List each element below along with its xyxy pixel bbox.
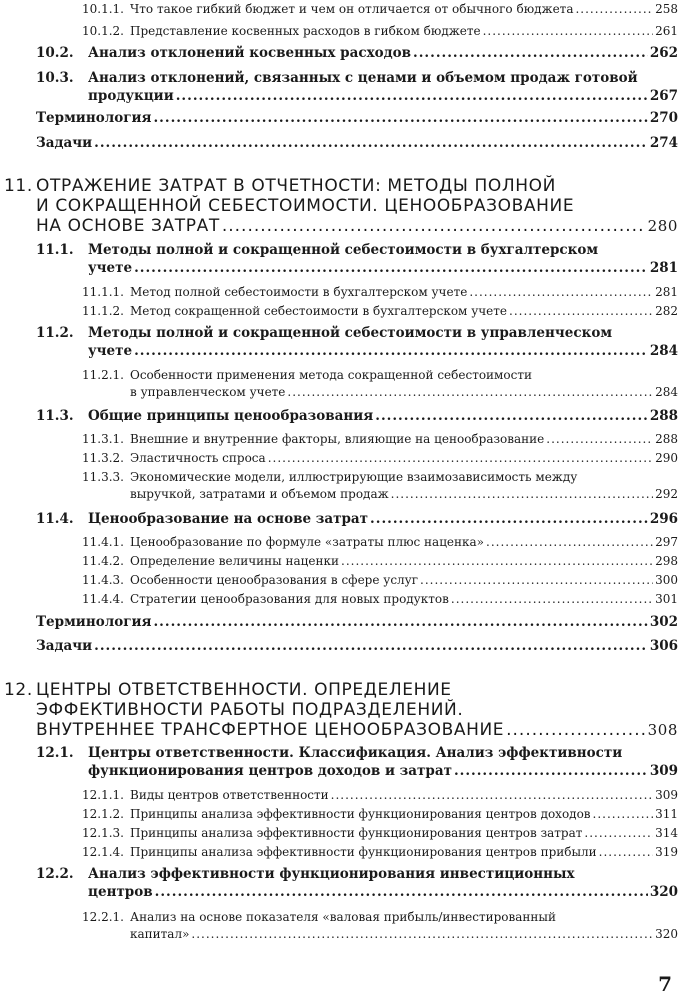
entry-page: 274: [649, 135, 678, 151]
entry-title: Принципы анализа эффективности функционирования центров доходов: [130, 807, 591, 821]
entry-number: 12.2.: [36, 866, 74, 882]
entry-page: 306: [649, 638, 678, 654]
toc-entry-12-1-2[interactable]: [0, 807, 678, 823]
entry-number: 12.1.4.: [82, 845, 124, 859]
entry-page: 311: [655, 807, 678, 821]
leader-dots: [134, 260, 648, 276]
toc-entry-11-4-4[interactable]: [0, 592, 678, 608]
page-number: 7: [658, 972, 672, 996]
entry-page: 288: [649, 408, 678, 424]
entry-page: 308: [647, 721, 678, 739]
entry-number: 11.4.4.: [82, 592, 124, 606]
entry-title: Терминология: [36, 614, 152, 630]
entry-title: Задачи: [36, 638, 93, 654]
toc-entry-10-1-2[interactable]: [0, 24, 678, 40]
entry-page: 267: [649, 88, 678, 104]
entry-title-line2: продукции: [88, 88, 174, 104]
leader-dots: [483, 24, 653, 38]
leader-dots: [153, 614, 647, 630]
leader-dots: [370, 511, 648, 527]
entry-page: 284: [649, 343, 678, 359]
leader-dots: [94, 135, 648, 151]
entry-page: 270: [649, 110, 678, 126]
entry-page: 262: [649, 45, 678, 61]
leader-dots: [268, 451, 653, 465]
entry-title: Определение величины наценки: [130, 554, 339, 568]
toc-chapter-11[interactable]: [0, 176, 678, 236]
leader-dots: [506, 720, 645, 740]
entry-page: 261: [655, 24, 678, 38]
entry-title: Принципы анализа эффективности функционирования центров затрат: [130, 826, 583, 840]
leader-dots: [222, 216, 646, 236]
entry-number: 10.1.1.: [82, 2, 124, 16]
chapter-title-line3: ВНУТРЕННЕЕ ТРАНСФЕРТНОЕ ЦЕНООБРАЗОВАНИЕ: [36, 720, 505, 740]
leader-dots: [341, 554, 653, 568]
entry-page: 320: [649, 884, 678, 900]
entry-title: Внешние и внутренние факторы, влияющие на ценообразование: [130, 432, 545, 446]
entry-page: 301: [655, 592, 678, 606]
entry-number: 12.2.1.: [82, 910, 124, 924]
toc-entry-12-1-3[interactable]: [0, 826, 678, 842]
entry-title-line2: функционирования центров доходов и затрат: [88, 763, 452, 779]
entry-number: 11.4.2.: [82, 554, 124, 568]
entry-title: Ценообразование на основе затрат: [88, 511, 369, 527]
entry-title-line1: Центры ответственности. Классификация. Анализ эффективности: [88, 745, 623, 761]
entry-title-line1: Экономические модели, иллюстрирующие взаимозависимость между: [130, 470, 578, 484]
entry-number: 11.4.: [36, 511, 74, 527]
entry-title-line2: выручкой, затратами и объемом продаж: [130, 487, 389, 501]
entry-number: 11.3.3.: [82, 470, 124, 484]
entry-title-line1: Анализ эффективности функционирования инвестиционных: [88, 866, 575, 882]
entry-title: Метод сокращенной себестоимости в бухгалтерском учете: [130, 304, 508, 318]
entry-title: Виды центров ответственности: [130, 788, 329, 802]
toc-entry-tasks-11[interactable]: [36, 638, 678, 656]
entry-title-line1: Анализ на основе показателя «валовая прибыль/инвестированный: [130, 910, 556, 924]
chapter-title-line2: И СОКРАЩЕННОЙ СЕБЕСТОИМОСТИ. ЦЕНООБРАЗОВАНИЕ: [36, 196, 575, 216]
entry-page: 314: [655, 826, 678, 840]
toc-entry-11-4-3[interactable]: [0, 573, 678, 589]
entry-title: Особенности ценообразования в сфере услуг: [130, 573, 419, 587]
leader-dots: [176, 88, 648, 104]
entry-page: 281: [649, 260, 678, 276]
entry-title-line2: учете: [88, 343, 133, 359]
entry-page: 309: [649, 763, 678, 779]
toc-entry-12-1-4[interactable]: [0, 845, 678, 861]
toc-entry-11-1-2[interactable]: [0, 304, 678, 320]
entry-number: 11.2.1.: [82, 368, 124, 382]
toc-entry-11-4[interactable]: [0, 511, 678, 529]
chapter-number: 12.: [4, 680, 33, 700]
leader-dots: [593, 807, 654, 821]
toc-entry-12-1-1[interactable]: [0, 788, 678, 804]
chapter-title-line3: НА ОСНОВЕ ЗАТРАТ: [36, 216, 220, 236]
entry-title-line1: Методы полной и сокращенной себестоимости в бухгалтерском: [88, 242, 599, 258]
entry-title-line2: учете: [88, 260, 133, 276]
entry-title-line1: Особенности применения метода сокращенной себестоимости: [130, 368, 532, 382]
toc-entry-11-3[interactable]: [0, 408, 678, 426]
entry-page: 292: [655, 487, 678, 501]
entry-page: 290: [655, 451, 678, 465]
entry-page: 319: [655, 845, 678, 859]
entry-page: 300: [655, 573, 678, 587]
entry-page: 297: [655, 535, 678, 549]
entry-title: Терминология: [36, 110, 152, 126]
entry-page: 298: [655, 554, 678, 568]
entry-number: 11.3.: [36, 408, 74, 424]
toc-entry-11-2-1[interactable]: [0, 368, 678, 402]
entry-number: 11.4.1.: [82, 535, 124, 549]
toc-entry-10-1-1[interactable]: [0, 2, 678, 18]
leader-dots: [469, 285, 653, 299]
toc-entry-11-2[interactable]: [0, 325, 678, 365]
entry-page: 309: [655, 788, 678, 802]
entry-page: 258: [655, 2, 678, 16]
entry-page: 288: [655, 432, 678, 446]
chapter-title-line1: ОТРАЖЕНИЕ ЗАТРАТ В ОТЧЕТНОСТИ: МЕТОДЫ ПОЛНОЙ: [36, 176, 556, 196]
toc-entry-11-4-2[interactable]: [0, 554, 678, 570]
leader-dots: [153, 110, 647, 126]
entry-title-line1: Методы полной и сокращенной себестоимости в управленческом: [88, 325, 613, 341]
entry-page: 281: [655, 285, 678, 299]
entry-title: Что такое гибкий бюджет и чем он отличается от обычного бюджета: [130, 2, 574, 16]
toc-entry-11-1-1[interactable]: [0, 285, 678, 301]
toc-entry-11-1[interactable]: [0, 242, 678, 282]
entry-title: Метод полной себестоимости в бухгалтерском учете: [130, 285, 468, 299]
leader-dots: [134, 343, 648, 359]
entry-number: 10.2.: [36, 45, 74, 61]
entry-page: 296: [649, 511, 678, 527]
entry-number: 11.1.: [36, 242, 74, 258]
entry-title: Анализ отклонений косвенных расходов: [88, 45, 412, 61]
leader-dots: [509, 304, 653, 318]
leader-dots: [287, 385, 653, 399]
toc-entry-terminology-11[interactable]: [36, 614, 678, 632]
leader-dots: [191, 927, 653, 941]
leader-dots: [486, 535, 653, 549]
entry-title: Принципы анализа эффективности функционирования центров прибыли: [130, 845, 597, 859]
leader-dots: [94, 638, 648, 654]
toc-entry-10-2[interactable]: [0, 45, 678, 63]
entry-title: Общие принципы ценообразования: [88, 408, 374, 424]
chapter-number: 11.: [4, 176, 33, 196]
entry-title-line1: Анализ отклонений, связанных с ценами и объемом продаж готовой: [88, 70, 638, 86]
leader-dots: [375, 408, 648, 424]
leader-dots: [451, 592, 653, 606]
entry-title-line2: в управленческом учете: [130, 385, 286, 399]
toc-entry-11-3-1[interactable]: [0, 432, 678, 448]
toc-entry-12-2[interactable]: [0, 866, 678, 906]
toc-entry-12-1[interactable]: [0, 745, 678, 785]
leader-dots: [413, 45, 648, 61]
entry-number: 12.1.3.: [82, 826, 124, 840]
chapter-title-line1: ЦЕНТРЫ ОТВЕТСТВЕННОСТИ. ОПРЕДЕЛЕНИЕ: [36, 680, 452, 700]
entry-number: 11.2.: [36, 325, 74, 341]
entry-title: Стратегии ценообразования для новых продуктов: [130, 592, 449, 606]
entry-number: 12.1.2.: [82, 807, 124, 821]
entry-page: 280: [647, 217, 678, 235]
leader-dots: [155, 884, 648, 900]
leader-dots: [546, 432, 653, 446]
leader-dots: [420, 573, 653, 587]
entry-number: 12.1.1.: [82, 788, 124, 802]
entry-page: 320: [655, 927, 678, 941]
leader-dots: [584, 826, 653, 840]
entry-number: 11.1.2.: [82, 304, 124, 318]
entry-number: 11.4.3.: [82, 573, 124, 587]
entry-number: 11.3.2.: [82, 451, 124, 465]
entry-page: 302: [649, 614, 678, 630]
leader-dots: [331, 788, 653, 802]
toc-entry-tasks-10[interactable]: [36, 135, 678, 153]
entry-title: Эластичность спроса: [130, 451, 266, 465]
toc-entry-11-3-3[interactable]: [0, 470, 678, 504]
entry-page: 282: [655, 304, 678, 318]
entry-title: Задачи: [36, 135, 93, 151]
entry-page: 284: [655, 385, 678, 399]
toc-chapter-12[interactable]: [0, 680, 678, 740]
entry-title-line2: капитал»: [130, 927, 190, 941]
toc-entry-11-4-1[interactable]: [0, 535, 678, 551]
leader-dots: [599, 845, 653, 859]
entry-number: 12.1.: [36, 745, 74, 761]
entry-number: 11.3.1.: [82, 432, 124, 446]
leader-dots: [391, 487, 653, 501]
entry-title: Представление косвенных расходов в гибком бюджете: [130, 24, 481, 38]
leader-dots: [454, 763, 648, 779]
chapter-title-line2: ЭФФЕКТИВНОСТИ РАБОТЫ ПОДРАЗДЕЛЕНИЙ.: [36, 700, 464, 720]
entry-title: Ценообразование по формуле «затраты плюс наценка»: [130, 535, 485, 549]
toc-entry-terminology-10[interactable]: [36, 110, 678, 128]
toc-entry-11-3-2[interactable]: [0, 451, 678, 467]
entry-number: 10.3.: [36, 70, 74, 86]
entry-title-line2: центров: [88, 884, 153, 900]
toc-entry-10-3[interactable]: [0, 70, 678, 110]
entry-number: 10.1.2.: [82, 24, 124, 38]
entry-number: 11.1.1.: [82, 285, 124, 299]
toc-entry-12-2-1[interactable]: [0, 910, 678, 944]
leader-dots: [575, 2, 653, 16]
